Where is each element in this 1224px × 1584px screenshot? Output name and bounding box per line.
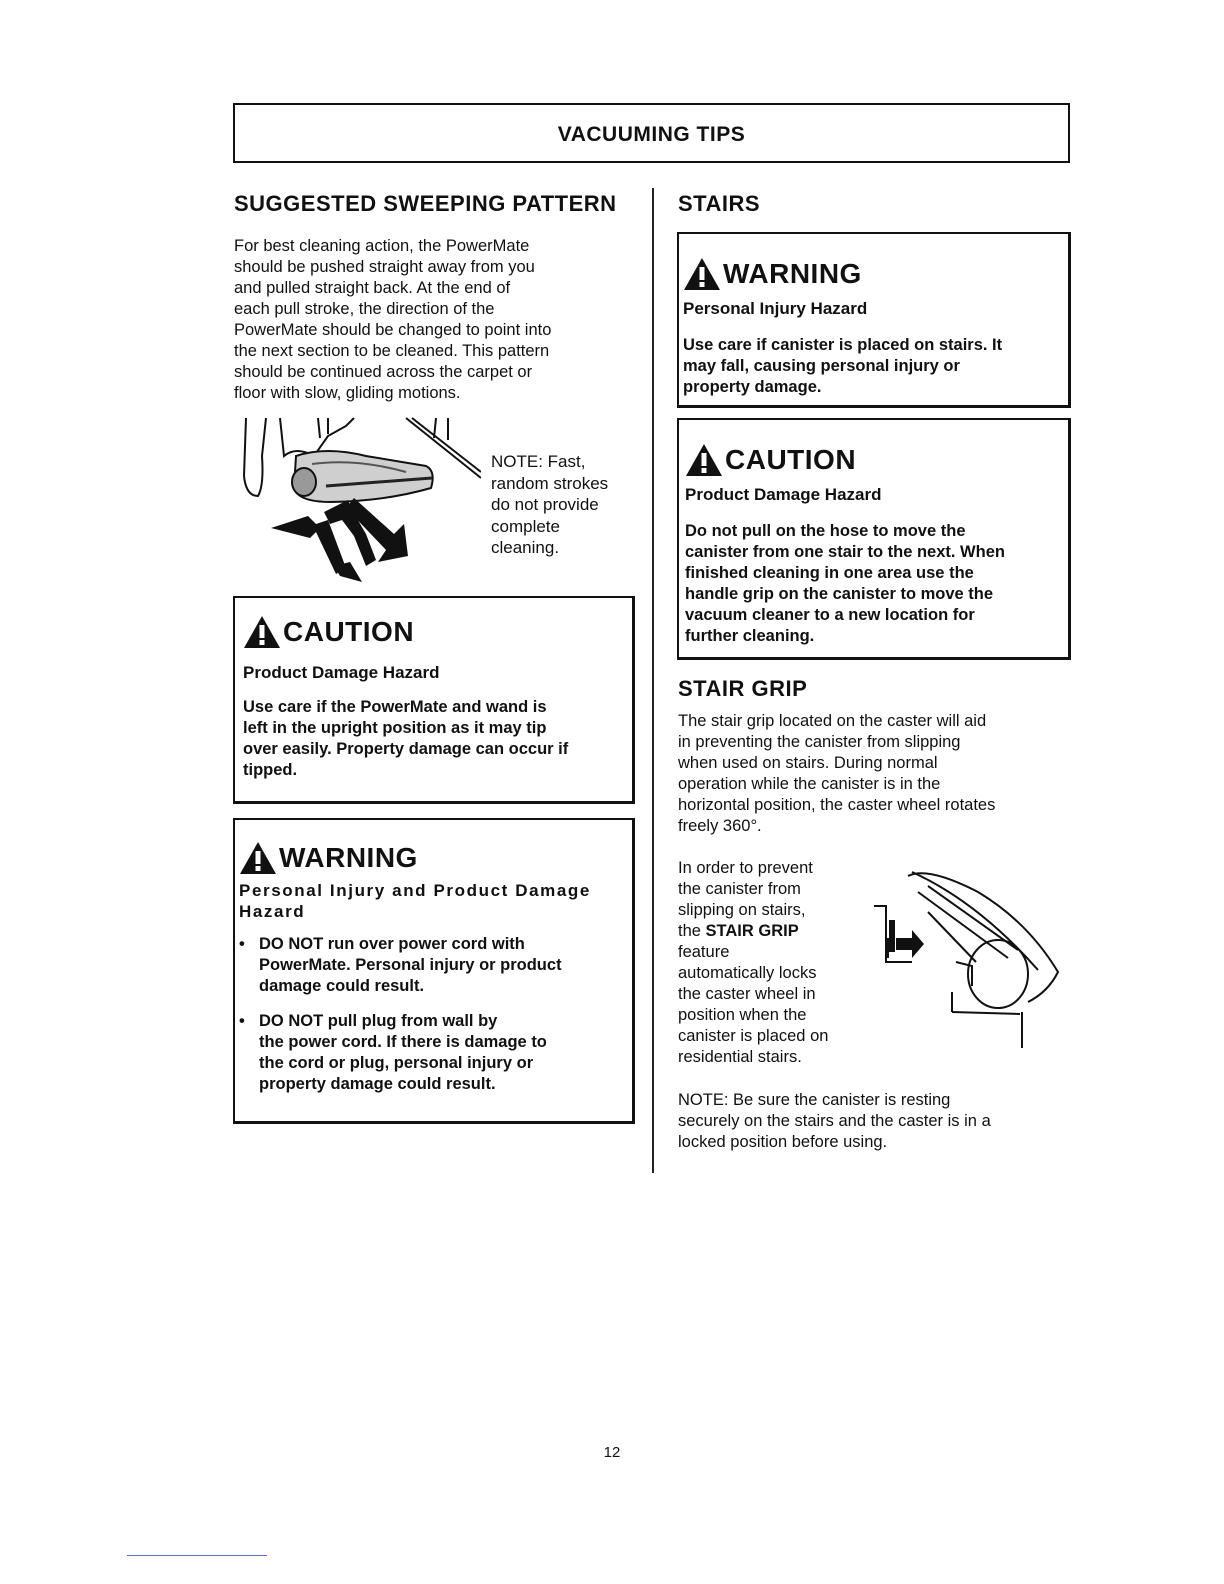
- text-line: random strokes: [491, 473, 609, 493]
- bullet-icon: •: [239, 1012, 245, 1030]
- text-line: In order to prevent: [678, 859, 813, 877]
- text-line: tipped.: [243, 761, 298, 779]
- stair-grip-illustration: [868, 862, 1068, 1054]
- powermate-sweeping-illustration: [236, 416, 481, 582]
- text-line: horizontal position, the caster wheel rotates: [678, 796, 996, 814]
- sweeping-pattern-heading: SUGGESTED SWEEPING PATTERN: [234, 191, 617, 216]
- caution-title: CAUTION: [725, 444, 857, 475]
- text-line: do not provide: [491, 495, 599, 514]
- text-line: vacuum cleaner to a new location for: [685, 606, 975, 624]
- text-line: and pulled straight back. At the end of: [234, 279, 511, 297]
- text-line: canister is placed on: [678, 1027, 829, 1045]
- text-line: the power cord. If there is damage to: [259, 1033, 547, 1051]
- text-line: Use care if the PowerMate and wand is: [243, 698, 547, 716]
- text-line: operation while the canister is in the: [678, 775, 941, 793]
- text-line: property damage could result.: [259, 1075, 496, 1093]
- text-line: freely 360°.: [678, 817, 762, 835]
- text-line: PowerMate should be changed to point into: [234, 321, 552, 339]
- warning-body: [683, 335, 1068, 398]
- stair-grip-note: [678, 1090, 1070, 1153]
- note-label: NOTE:: [678, 1091, 729, 1109]
- text-run: the: [678, 922, 706, 940]
- text-line: may fall, causing personal injury or: [683, 357, 960, 375]
- list-item: [239, 1011, 632, 1095]
- text-line: Personal Injury and Product Damage: [239, 881, 591, 900]
- text-line: when used on stairs. During normal: [678, 754, 938, 772]
- text-line: NOTE: Fast,: [491, 452, 586, 471]
- caution-body: [243, 697, 632, 781]
- text-run: Be sure the canister is resting: [728, 1091, 951, 1109]
- text-run: pull plug from wall by: [323, 1012, 498, 1030]
- warning-triangle-icon: [685, 443, 723, 477]
- warning-triangle-icon: [683, 257, 721, 291]
- text-line: handle grip on the canister to move the: [685, 585, 994, 603]
- caution-header: [243, 612, 632, 652]
- text-line: PowerMate. Personal injury or product: [259, 956, 562, 974]
- text-line: in preventing the canister from slipping: [678, 733, 961, 751]
- text-line: automatically locks: [678, 964, 817, 982]
- text-line: floor with slow, gliding motions.: [234, 384, 461, 402]
- text-line: Hazard: [239, 902, 306, 921]
- text-line: residential stairs.: [678, 1048, 802, 1066]
- warning-header: [683, 254, 1068, 294]
- header-banner: [233, 103, 1070, 163]
- stair-grip-feature-text: [678, 858, 868, 1068]
- text-line: the next section to be cleaned. This pattern: [234, 342, 550, 360]
- warning-header: [239, 838, 632, 878]
- caution-box-powermate: [233, 596, 635, 804]
- warning-subtitle: Personal Injury Hazard: [683, 299, 868, 318]
- text-line: slipping on stairs,: [678, 901, 806, 919]
- text-line: should be continued across the carpet or: [234, 363, 533, 381]
- bold-text: STAIR GRIP: [705, 922, 799, 940]
- stair-grip-description: [678, 711, 1070, 837]
- text-line: damage could result.: [259, 977, 425, 995]
- text-line: each pull stroke, the direction of the: [234, 300, 495, 318]
- caution-subtitle: Product Damage Hazard: [243, 663, 440, 682]
- caution-body: [685, 521, 1068, 647]
- warning-box-stairs: [677, 232, 1071, 408]
- caution-title: CAUTION: [283, 616, 415, 647]
- text-line: complete: [491, 516, 560, 536]
- text-line: finished cleaning in one area use the: [685, 564, 974, 582]
- text-run: run over power cord with: [323, 935, 525, 953]
- column-divider: [652, 188, 654, 1173]
- warning-triangle-icon: [239, 841, 277, 875]
- stairs-heading: STAIRS: [678, 191, 761, 216]
- warning-bullets: [239, 934, 632, 1095]
- text-line: the canister from: [678, 880, 801, 898]
- bold-text: DO NOT: [259, 935, 324, 953]
- text-line: locked position before using.: [678, 1133, 888, 1151]
- text-line: property damage.: [683, 378, 822, 396]
- footer-rule: [127, 1555, 267, 1556]
- sweeping-intro: [234, 236, 634, 404]
- text-line: position when the: [678, 1006, 807, 1024]
- text-line: Do not pull on the hose to move the: [685, 522, 966, 540]
- text-line: the caster wheel in: [678, 985, 816, 1003]
- text-line: The stair grip located on the caster will aid: [678, 712, 987, 730]
- stair-grip-heading: STAIR GRIP: [678, 676, 808, 701]
- text-line: further cleaning.: [685, 627, 815, 645]
- caution-box-stairs: [677, 418, 1071, 660]
- text-line: should be pushed straight away from you: [234, 258, 535, 276]
- bullet-icon: •: [239, 935, 245, 953]
- text-line: securely on the stairs and the caster is in a: [678, 1112, 991, 1130]
- text-line: left in the upright position as it may tip: [243, 719, 547, 737]
- text-line: Use care if canister is placed on stairs. It: [683, 336, 1003, 354]
- text-line: cleaning.: [491, 538, 560, 557]
- sweeping-note: [491, 451, 608, 559]
- warning-subtitle: [239, 880, 632, 922]
- warning-title: WARNING: [723, 258, 862, 289]
- text-line: the cord or plug, personal injury or: [259, 1054, 534, 1072]
- warning-triangle-icon: [243, 615, 281, 649]
- text-line: over easily. Property damage can occur if: [243, 740, 569, 758]
- caution-subtitle: Product Damage Hazard: [685, 485, 882, 504]
- text-line: canister from one stair to the next. When: [685, 543, 1005, 561]
- text-line: For best cleaning action, the PowerMate: [234, 237, 530, 255]
- bold-text: DO NOT: [259, 1012, 324, 1030]
- caution-header: [685, 440, 1068, 480]
- warning-box-cord: [233, 818, 635, 1124]
- list-item: [239, 934, 632, 997]
- text-line: feature: [678, 943, 730, 961]
- page-title: VACUUMING TIPS: [557, 123, 746, 146]
- warning-title: WARNING: [279, 842, 418, 873]
- page-number: 12: [603, 1444, 621, 1461]
